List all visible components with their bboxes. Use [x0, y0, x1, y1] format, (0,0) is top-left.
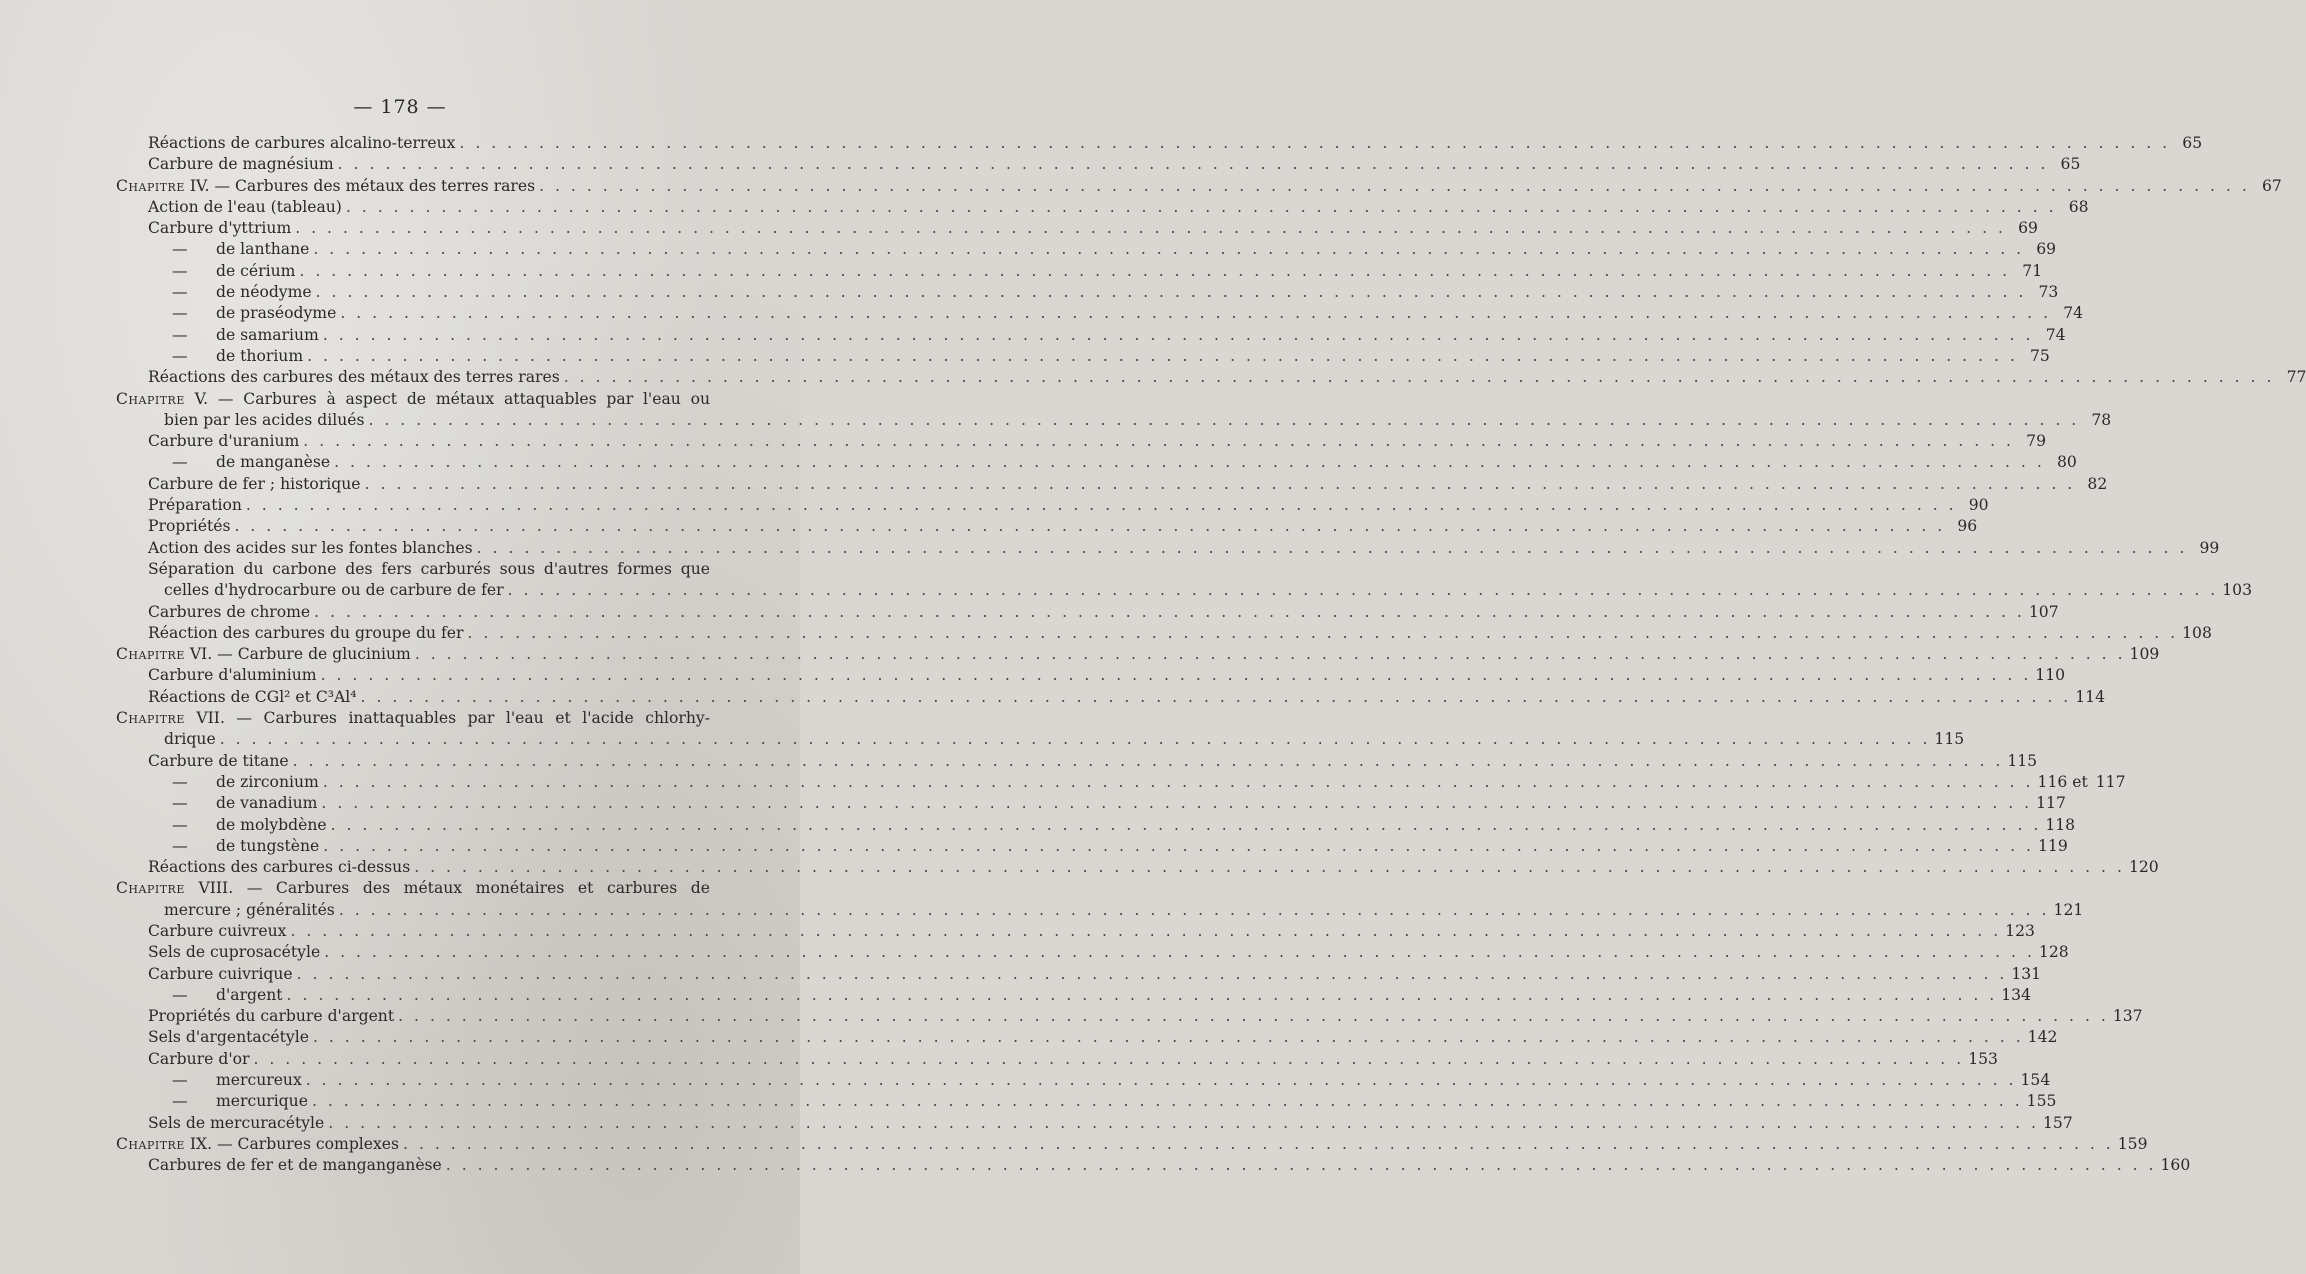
- toc-entry: [116, 538, 2220, 559]
- dot-leader: [368, 410, 2079, 431]
- toc-entry-title: Carbure d'aluminium: [148, 666, 317, 685]
- toc-entry: [116, 559, 710, 580]
- toc-entry-page: 115: [2007, 751, 2038, 770]
- toc-entry-title: Sels de cuprosacétyle: [148, 943, 321, 962]
- dot-leader: [321, 665, 2032, 686]
- toc-entry: [116, 644, 2160, 665]
- toc-entry: [116, 303, 2084, 324]
- toc-entry-title: bien par les acides dilués: [164, 410, 365, 429]
- dot-leader: [398, 1006, 2109, 1027]
- toc-entry: [116, 751, 2038, 772]
- toc-entry-title: Carbure d'yttrium: [148, 219, 292, 238]
- toc-entry-title: Réaction des carbures du groupe du fer: [148, 623, 464, 642]
- toc-entry-page: 69: [2018, 219, 2038, 238]
- toc-entry-page: 96: [1957, 517, 1978, 536]
- toc-entry-page: 68: [2068, 197, 2089, 216]
- dot-leader: [415, 644, 2126, 665]
- table-of-contents: [116, 133, 2306, 1177]
- toc-entry: [116, 687, 2106, 708]
- dot-leader: [346, 197, 2057, 218]
- toc-entry-page: 80: [2056, 453, 2077, 472]
- toc-entry: [116, 389, 710, 410]
- toc-entry-title: — de molybdène: [172, 815, 327, 834]
- toc-entry: [116, 815, 2076, 836]
- toc-entry-title: Propriétés du carbure d'argent: [148, 1007, 395, 1026]
- toc-entry-page: 142: [2027, 1028, 2058, 1047]
- toc-entry: [116, 623, 2212, 644]
- dot-leader: [508, 580, 2219, 601]
- dot-leader: [339, 900, 2050, 921]
- dot-leader: [477, 538, 2188, 559]
- toc-entry-page: 153: [1968, 1049, 1998, 1068]
- dot-leader: [314, 602, 2025, 623]
- toc-entry-title: — de tungstène: [172, 836, 320, 855]
- toc-entry: [116, 346, 2050, 367]
- toc-entry-page: 69: [2036, 240, 2057, 259]
- toc-entry-title: — mercureux: [172, 1071, 302, 1090]
- toc-entry-title: Sels de mercuracétyle: [148, 1113, 325, 1132]
- dot-leader: [303, 431, 2014, 452]
- toc-entry-title: Carbures de fer et de manganganèse: [148, 1156, 442, 1175]
- toc-entry-page-prefix: 116 et: [2037, 772, 2088, 791]
- dot-leader: [295, 218, 2006, 239]
- toc-entry: [116, 325, 2066, 346]
- toc-entry-title: drique: [164, 730, 216, 749]
- toc-entry: [116, 985, 2032, 1006]
- toc-entry-title: Chapitre VI. — Carbure de glucinium: [116, 645, 411, 664]
- toc-entry: [116, 452, 2077, 473]
- toc-entry: [116, 1006, 2143, 1027]
- toc-entry-title: Chapitre IX. — Carbures complexes: [116, 1134, 400, 1153]
- toc-entry: [116, 516, 1978, 537]
- dot-leader: [361, 687, 2072, 708]
- toc-entry-page: 121: [2053, 900, 2084, 919]
- dot-leader: [338, 154, 2049, 175]
- toc-entry-page: 137: [2112, 1007, 2143, 1026]
- toc-entry-title: — d'argent: [172, 985, 283, 1004]
- toc-entry-title: Carbure d'uranium: [148, 432, 300, 451]
- toc-entry: [116, 367, 2306, 388]
- toc-entry: [116, 431, 2046, 452]
- toc-entry-title: Carbures de chrome: [148, 602, 311, 621]
- page-number: — 178 —: [353, 96, 447, 118]
- toc-entry-title: celles d'hydrocarbure ou de carbure de fer: [164, 581, 504, 600]
- dot-leader: [307, 346, 2018, 367]
- dot-leader: [324, 942, 2035, 963]
- dot-leader: [321, 793, 2032, 814]
- toc-entry-title: — mercurique: [172, 1092, 308, 1111]
- toc-entry-title: Carbure cuivreux: [148, 921, 287, 940]
- dot-leader: [323, 772, 2034, 793]
- toc-entry-page: 134: [2001, 985, 2032, 1004]
- toc-entry-page: 160: [2160, 1156, 2191, 1175]
- toc-entry-page: 117: [2036, 794, 2066, 813]
- toc-entry-page: 110: [2035, 666, 2066, 685]
- dot-leader: [299, 261, 2010, 282]
- toc-entry-page: 131: [2011, 964, 2042, 983]
- toc-entry-title: Réactions de carbures alcalino-terreux: [148, 134, 456, 152]
- toc-entry-title: — de néodyme: [172, 283, 312, 302]
- dot-leader: [328, 1113, 2039, 1134]
- toc-entry: [116, 921, 2035, 942]
- toc-entry-page: 90: [1968, 496, 1989, 515]
- toc-entry-page: 107: [2028, 602, 2059, 621]
- toc-entry-page: 155: [2026, 1092, 2057, 1111]
- toc-entry-page: 75: [2030, 346, 2050, 365]
- toc-entry-title: Carbure cuivrique: [148, 964, 293, 983]
- dot-leader: [446, 1155, 2157, 1176]
- toc-entry: [116, 1134, 2148, 1155]
- dot-leader: [365, 474, 2076, 495]
- toc-entry-page: 74: [2045, 325, 2066, 344]
- toc-entry-title: Chapitre V. — Carbures à aspect de métaux attaquables par l'eau ou: [116, 389, 710, 408]
- toc-entry-title: Chapitre VIII. — Carbures des métaux monétaires et carbures de: [116, 879, 710, 898]
- toc-entry: [116, 474, 2108, 495]
- dot-leader: [403, 1134, 2114, 1155]
- toc-entry-title: Chapitre VII. — Carbures inattaquables par l'eau et l'acide chlorhy-: [116, 709, 710, 728]
- toc-entry-page: 78: [2091, 410, 2112, 429]
- toc-entry-title: mercure ; généralités: [164, 900, 335, 919]
- toc-entry-title: Action des acides sur les fontes blanches: [148, 538, 473, 557]
- dot-leader: [246, 495, 1957, 516]
- dot-leader: [234, 516, 1945, 537]
- toc-entry-title: — de vanadium: [172, 794, 318, 813]
- toc-entry: [116, 1155, 2191, 1176]
- dot-leader: [313, 1027, 2024, 1048]
- dot-leader: [414, 857, 2125, 878]
- dot-leader: [293, 751, 2004, 772]
- toc-entry-page: 79: [2026, 432, 2046, 451]
- dot-leader: [334, 452, 2045, 473]
- toc-entry-title: — de praséodyme: [172, 304, 337, 323]
- toc-entry: [116, 836, 2068, 857]
- toc-entry: [116, 729, 1965, 750]
- dot-leader: [312, 1091, 2023, 1112]
- toc-entry: [116, 1091, 2057, 1112]
- toc-entry: [116, 1049, 1998, 1070]
- dot-leader: [306, 1070, 2017, 1091]
- toc-entry-title: Réactions des carbures ci-dessus: [148, 858, 411, 877]
- toc-entry: [116, 176, 2282, 197]
- toc-entry-title: Propriétés: [148, 517, 231, 536]
- toc-entry: [116, 239, 2057, 260]
- dot-leader: [564, 367, 2275, 388]
- toc-entry: [116, 665, 2066, 686]
- toc-entry-title: — de zirconium: [172, 772, 319, 791]
- toc-entry-page: 67: [2261, 176, 2282, 195]
- toc-entry-page: 109: [2129, 645, 2160, 664]
- toc-entry-title: Chapitre IV. — Carbures des métaux des terres rares: [116, 176, 536, 195]
- dot-leader: [323, 325, 2034, 346]
- dot-leader: [287, 985, 1998, 1006]
- toc-entry-page: 114: [2075, 687, 2106, 706]
- toc-entry: [116, 878, 710, 899]
- toc-entry-page: 65: [2182, 134, 2203, 152]
- toc-entry-page: 154: [2020, 1071, 2051, 1090]
- toc-entry: [116, 261, 2043, 282]
- toc-entry-page: 117: [2095, 772, 2126, 791]
- toc-entry: [116, 793, 2066, 814]
- toc-entry-title: Sels d'argentacétyle: [148, 1028, 309, 1047]
- toc-entry-title: Séparation du carbone des fers carburés sous d'autres formes que: [148, 559, 710, 578]
- dot-leader: [459, 133, 2170, 154]
- toc-entry-title: Action de l'eau (tableau): [148, 197, 342, 216]
- toc-entry-page: 71: [2022, 261, 2043, 280]
- toc-entry-page: 118: [2045, 815, 2076, 834]
- toc-entry-title: — de samarium: [172, 325, 319, 344]
- dot-leader: [253, 1049, 1964, 1070]
- toc-entry: [116, 900, 2084, 921]
- toc-entry-page: 77: [2286, 368, 2306, 387]
- toc-entry: [116, 708, 710, 729]
- toc-entry: [116, 1070, 2051, 1091]
- toc-entry-title: Carbure d'or: [148, 1049, 250, 1068]
- toc-entry-page: 128: [2038, 943, 2069, 962]
- toc-entry-title: — de thorium: [172, 346, 304, 365]
- toc-entry-page: 119: [2038, 836, 2068, 855]
- toc-entry-page: 103: [2222, 581, 2253, 600]
- toc-entry-title: Réactions de CGl² et C³Al⁴: [148, 687, 357, 706]
- dot-leader: [340, 303, 2051, 324]
- toc-entry-title: Carbure de magnésium: [148, 155, 334, 174]
- toc-entry-page: 82: [2087, 474, 2108, 493]
- toc-entry: [116, 942, 2069, 963]
- toc-entry: [116, 580, 2253, 601]
- toc-entry: [116, 772, 2126, 793]
- toc-entry-page: 65: [2060, 155, 2081, 174]
- dot-leader: [331, 815, 2042, 836]
- toc-entry-page: 108: [2182, 623, 2212, 642]
- toc-entry: [116, 197, 2089, 218]
- toc-entry: [116, 218, 2038, 239]
- dot-leader: [323, 836, 2034, 857]
- toc-entry-title: — de cérium: [172, 261, 296, 280]
- toc-entry: [116, 1113, 2073, 1134]
- toc-entry-page: 120: [2128, 858, 2159, 877]
- toc-entry: [116, 154, 2081, 175]
- toc-entry: [116, 133, 2203, 154]
- dot-leader: [467, 623, 2178, 644]
- toc-entry-page: 159: [2117, 1134, 2148, 1153]
- toc-entry-page: 157: [2043, 1113, 2073, 1132]
- toc-entry-title: Préparation: [148, 496, 242, 515]
- toc-entry: [116, 282, 2059, 303]
- dot-leader: [313, 239, 2024, 260]
- toc-entry: [116, 602, 2059, 623]
- dot-leader: [316, 282, 2027, 303]
- toc-entry: [116, 1027, 2058, 1048]
- toc-entry-page: 73: [2038, 283, 2059, 302]
- toc-entry-title: — de manganèse: [172, 453, 331, 472]
- toc-entry-page: 74: [2063, 304, 2084, 323]
- dot-leader: [539, 176, 2250, 197]
- toc-entry-title: Réactions des carbures des métaux des terres rares: [148, 368, 560, 387]
- toc-entry: [116, 964, 2042, 985]
- toc-entry: [116, 410, 2112, 431]
- dot-leader: [220, 729, 1931, 750]
- toc-entry-title: Carbure de titane: [148, 751, 289, 770]
- toc-entry-page: 99: [2199, 538, 2220, 557]
- toc-entry: [116, 857, 2159, 878]
- dot-leader: [290, 921, 2001, 942]
- dot-leader: [297, 964, 2008, 985]
- toc-entry-page: 123: [2005, 921, 2035, 940]
- toc-entry-page: 115: [1934, 730, 1965, 749]
- toc-entry: [116, 495, 1989, 516]
- toc-entry-title: — de lanthane: [172, 240, 310, 259]
- toc-entry-title: Carbure de fer ; historique: [148, 474, 361, 493]
